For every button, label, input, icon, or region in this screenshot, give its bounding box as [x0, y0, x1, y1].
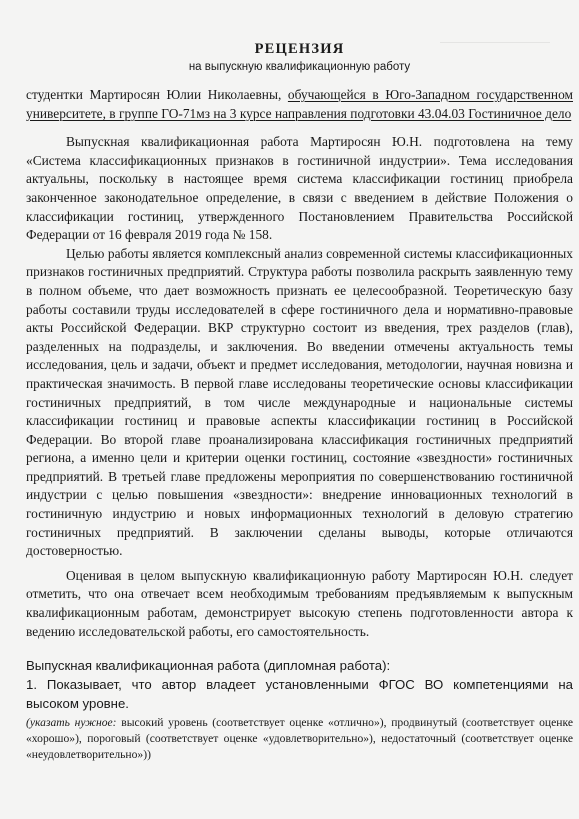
intro-student-name: студентки Мартиросян Юлии Николаевны, — [26, 87, 288, 102]
scan-artifact — [440, 42, 550, 57]
document-subtitle: на выпускную квалификационную работу — [188, 61, 411, 73]
grading-note-text: высокий уровень (соответствует оценке «отлично»), продвинутый (соответствует оценке «хорошо»), пороговый (соответствует оценке «удовлетворительно»), недостаточный (соответствует оценке «неудовлетворительно»)) — [26, 715, 573, 761]
paragraph-topic: Выпускная квалификационная работа Мартиросян Ю.Н. подготовлена на тему «Система классификационных признаков в гостиничной индустрии». Тема исследования актуальны, поскольку в настоящее время система классификации гостиниц приобрела законченное законодательное определение, в связи с введением в действие Положения о классификации гостиниц, утвержденного Постановлением Правительства Российской Федерации от 16 февраля 2019 года № 158. — [26, 134, 573, 243]
grading-note-lead: (указать нужное: — [26, 715, 117, 729]
document-title: РЕЦЕНЗИЯ — [254, 41, 345, 57]
paragraph-assessment: Оценивая в целом выпускную квалификационную работу Мартиросян Ю.Н. следует отметить, что она отвечает всем необходимым требованиям предъявляемым к выпускным квалификационным работам, демонстрирует высокую степень подготовленности автора к ведению исследовательской работы, его самостоятельность. — [26, 567, 573, 639]
intro-study-details: обучающейся в Юго-Западном государственном университете, в группе ГО-71мз на 3 курсе направления подготовки 43.04.03 Гостиничное дело — [26, 87, 573, 121]
item-competencies: 1. Показывает, что автор владеет установленными ФГОС ВО компетенциями на высоком уровне. — [26, 677, 573, 711]
paragraph-structure: Целью работы является комплексный анализ современной системы классификационных признаков гостиничных предприятий. Структура работы позволила раскрыть заявленную тему в полном объеме, что дает возможность признать ее целесообразной. Теоретическую базу работы составили труды исследователей в сфере гостиничного дела и нормативно-правовые акты Российской Федерации. ВКР структурно состоит из введения, трех разделов (глав), разделенных на подразделы, и заключения. Во введении отмечены актуальность темы исследования, цель и задачи, объект и предмет исследования, методологии, научная новизна и практическая значимость. В первой главе исследованы теоретические основы классификации гостиничных предприятий, в том числе международные и национальные системы классификации гостиниц и правовые аспекты классификации гостиниц в Российской Федерации. Во второй главе проанализирована классификация гостиничных предприятий региона, а именно цели и критерии оценки гостиниц, состояние «звездности» гостиничных предприятий. В третьей главе предложены мероприятия по совершенствованию гостиничной индустрии с целью повышения «звездности»: внедрение инновационных технологий в гостиничную индустрию и новых информационных технологий в деловую стратегию гостиничных предприятий. В заключении сделаны выводы, которые отличаются достоверностью. — [26, 245, 573, 559]
section-heading: Выпускная квалификационная работа (дипломная работа): — [26, 658, 391, 674]
intro-paragraph — [26, 86, 573, 123]
grading-note — [26, 715, 573, 763]
